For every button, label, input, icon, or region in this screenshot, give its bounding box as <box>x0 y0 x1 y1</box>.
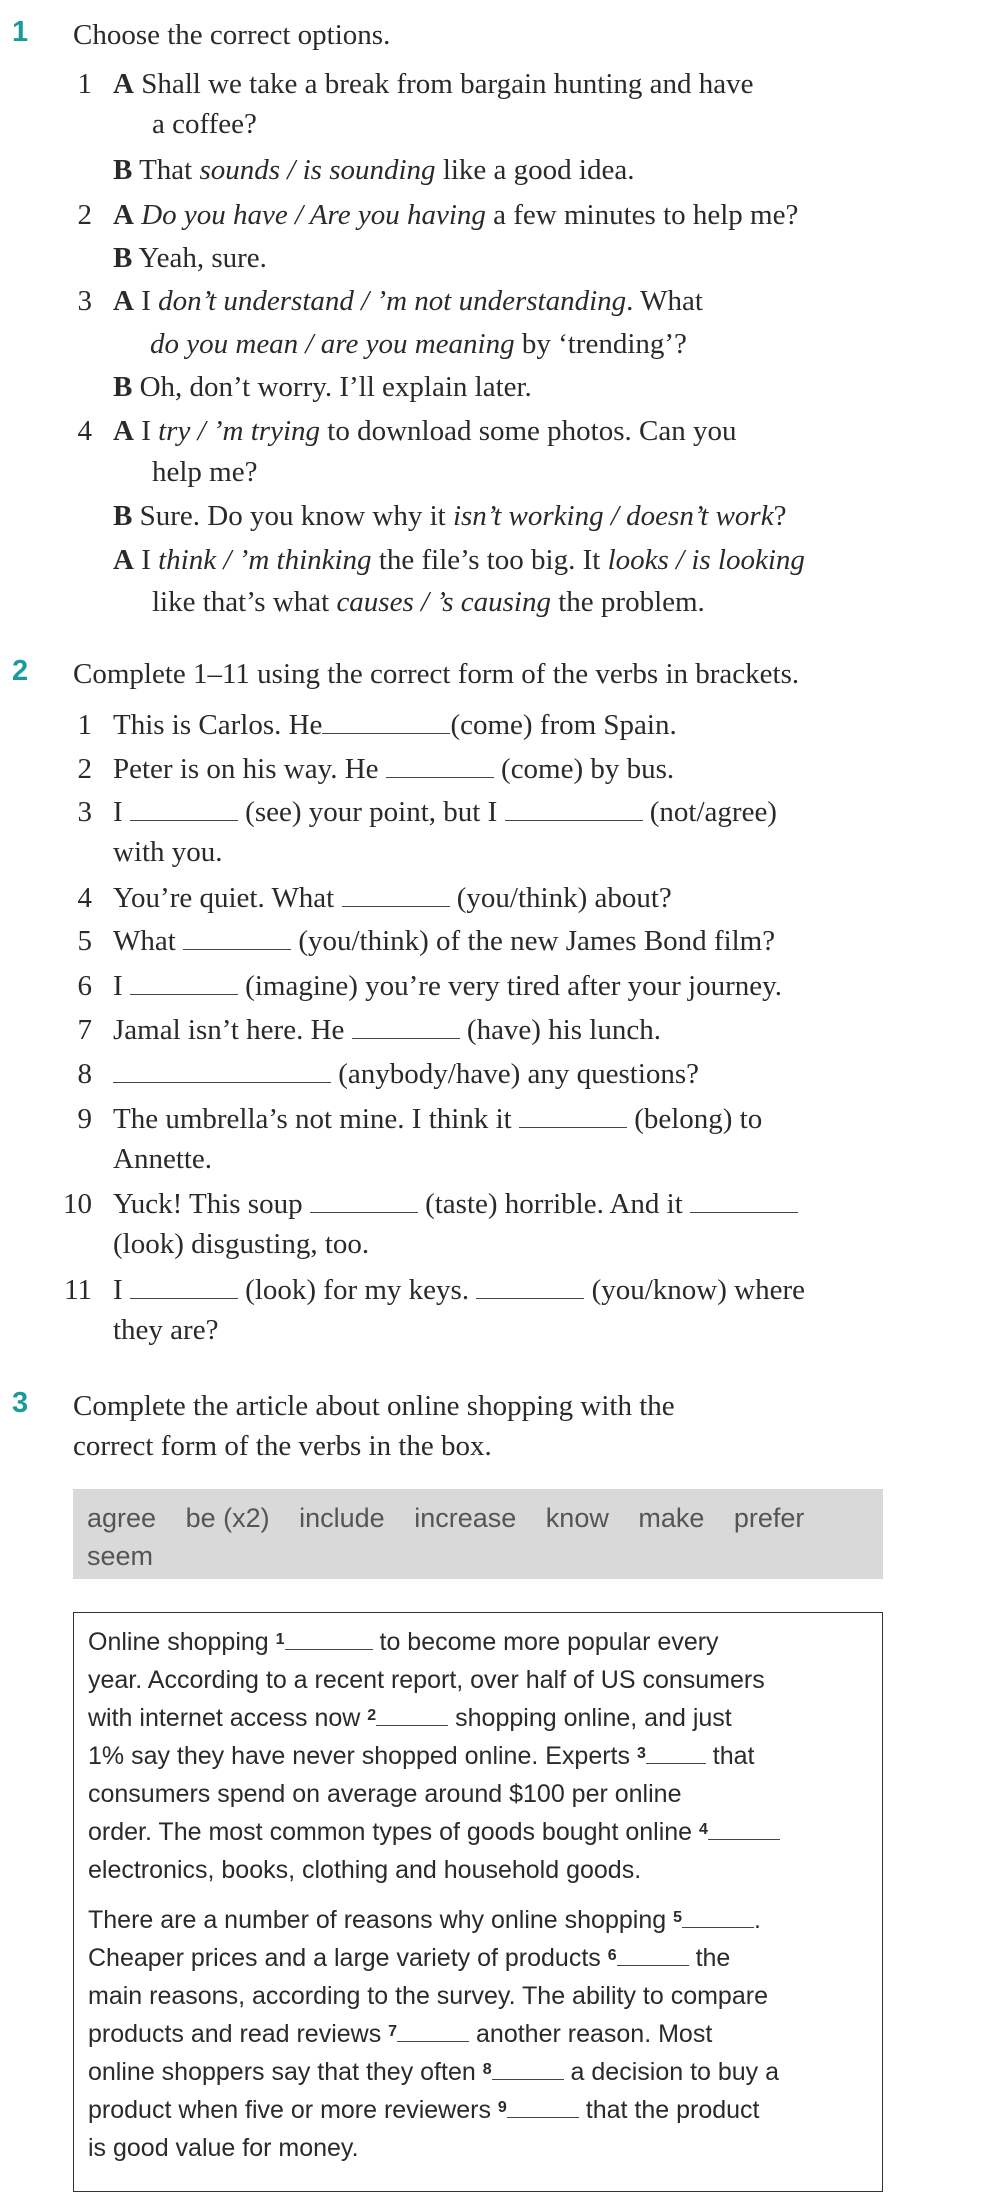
item-number: 3 <box>77 285 92 317</box>
exercise-instruction: Complete the article about online shopping with the correct form of the verbs in the box. <box>73 1390 675 1462</box>
answer-blank[interactable] <box>492 2059 564 2080</box>
item-number: 10 <box>63 1188 92 1220</box>
dialogue-line: B Sure. Do you know why it isn’t working / doesn’t work? <box>113 500 787 532</box>
item-number: 4 <box>77 415 92 447</box>
article-line: order. The most common types of goods bought online $^4$ <box>88 1813 780 1851</box>
choice-option[interactable]: try / ’m trying <box>158 415 321 447</box>
dialogue-line: B Oh, don’t worry. I’ll explain later. <box>113 371 532 403</box>
item-number: 11 <box>64 1274 92 1306</box>
word-box-item: increase <box>414 1503 517 1533</box>
exercise-item: You’re quiet. What (you/think) about? <box>113 882 672 914</box>
choice-option[interactable]: causes / ’s causing <box>336 586 551 618</box>
article-line: consumers spend on average around $100 per online <box>88 1780 682 1808</box>
article-line: with internet access now $^2$ shopping online, and just <box>88 1704 732 1732</box>
dialogue-line: B That sounds / is sounding like a good idea. <box>113 154 635 186</box>
item-number: 8 <box>77 1058 92 1090</box>
choice-option[interactable]: looks / is looking <box>607 544 805 576</box>
article-line: electronics, books, clothing and household goods. <box>88 1856 642 1884</box>
answer-blank[interactable] <box>130 798 238 821</box>
answer-blank[interactable] <box>708 1819 780 1840</box>
dialogue-line-cont: do you mean / are you meaning by ‘trending’? <box>150 328 687 360</box>
answer-blank[interactable] <box>617 1945 689 1966</box>
item-number: 6 <box>77 970 92 1002</box>
article-line: products and read reviews $^7$ another reason. Most <box>88 2020 713 2048</box>
answer-blank[interactable] <box>310 1190 418 1213</box>
exercise-item: What (you/think) of the new James Bond film? <box>113 925 776 957</box>
article-line: Cheaper prices and a large variety of products $^6$ the <box>88 1944 731 1972</box>
exercise-item: This is Carlos. He (come) from Spain. <box>113 709 677 741</box>
dialogue-line-cont: help me? <box>152 456 258 488</box>
item-number: 1 <box>77 709 92 741</box>
answer-blank[interactable] <box>690 1190 798 1213</box>
exercise-item: Peter is on his way. He (come) by bus. <box>113 753 675 785</box>
exercise-item: Yuck! This soup (taste) horrible. And it <box>113 1184 798 1224</box>
item-number: 2 <box>77 199 92 231</box>
article-line: product when five or more reviewers $^9$ that the product <box>88 2096 760 2124</box>
dialogue-line-cont: like that’s what causes / ’s causing the problem. <box>152 586 705 618</box>
answer-blank[interactable] <box>285 1629 373 1650</box>
article-line: year. According to a recent report, over half of US consumers <box>88 1666 765 1694</box>
choice-option[interactable]: don’t understand / ’m not understanding <box>158 285 627 317</box>
word-box-item: include <box>299 1503 385 1533</box>
dialogue-line: B Yeah, sure. <box>113 242 267 274</box>
exercise-item-cont: (look) disgusting, too. <box>113 1228 370 1260</box>
exercise-item: I (look) for my keys. (you/know) where <box>113 1274 805 1306</box>
answer-blank[interactable] <box>505 798 643 821</box>
dialogue-line: A I try / ’m trying to download some photos. Can you <box>113 415 737 447</box>
word-box-item: know <box>545 1503 609 1533</box>
exercise-item: (anybody/have) any questions? <box>113 1054 699 1094</box>
article-box <box>73 1612 883 2192</box>
word-box-item: prefer <box>733 1503 805 1533</box>
exercise-item-cont: with you. <box>113 836 223 868</box>
answer-blank[interactable] <box>507 2097 579 2118</box>
exercise-item: I (see) your point, but I (not/agree) <box>113 796 777 828</box>
article-line: Online shopping $^1$ to become more popular every <box>88 1628 719 1656</box>
answer-blank[interactable] <box>130 1276 238 1299</box>
exercise-item: The umbrella’s not mine. I think it (belong) to <box>113 1103 763 1135</box>
answer-blank[interactable] <box>376 1705 448 1726</box>
item-number: 1 <box>77 68 92 100</box>
answer-blank[interactable] <box>519 1105 627 1128</box>
exercise-item-cont: they are? <box>113 1314 219 1346</box>
dialogue-line: A I don’t understand / ’m not understanding. What <box>113 285 703 317</box>
exercise-item: I (imagine) you’re very tired after your journey. <box>113 970 782 1002</box>
item-number: 2 <box>77 753 92 785</box>
article-line: main reasons, according to the survey. The ability to compare <box>88 1982 768 2010</box>
choice-option[interactable]: do you mean / are you meaning <box>150 328 515 360</box>
choice-option[interactable]: sounds / is sounding <box>199 154 436 186</box>
item-number: 3 <box>77 796 92 828</box>
exercise-instruction: Choose the correct options. <box>73 19 391 51</box>
word-box <box>73 1489 883 1579</box>
word-box-item: agree <box>87 1503 157 1533</box>
word-box-item: be (x2) <box>185 1503 270 1533</box>
exercise-number: 3 <box>12 1387 29 1419</box>
item-number: 7 <box>77 1014 92 1046</box>
answer-blank[interactable] <box>646 1743 706 1764</box>
answer-blank[interactable] <box>352 1016 460 1039</box>
item-number: 4 <box>77 882 92 914</box>
article-line: online shoppers say that they often $^8$ a decision to buy a <box>88 2058 780 2086</box>
exercise-item-cont: Annette. <box>113 1143 213 1175</box>
dialogue-line: A Do you have / Are you having a few minutes to help me? <box>113 199 799 231</box>
word-box-item: make <box>638 1503 705 1533</box>
dialogue-line-cont: a coffee? <box>152 108 257 140</box>
choice-option[interactable]: isn’t working / doesn’t work <box>452 500 774 532</box>
dialogue-line: A Shall we take a break from bargain hunting and have <box>113 68 754 100</box>
article-line: is good value for money. <box>88 2134 359 2162</box>
answer-blank[interactable] <box>183 927 291 950</box>
answer-blank[interactable] <box>342 884 450 907</box>
article-line: 1% say they have never shopped online. Experts $^3$ that <box>88 1742 755 1770</box>
answer-blank[interactable] <box>476 1276 584 1299</box>
answer-blank[interactable] <box>113 1060 331 1083</box>
exercise-number: 2 <box>12 655 29 687</box>
word-box-item: seem <box>87 1541 154 1571</box>
item-number: 5 <box>77 925 92 957</box>
answer-blank[interactable] <box>386 755 494 778</box>
exercise-item: Jamal isn’t here. He (have) his lunch. <box>113 1014 661 1046</box>
choice-option[interactable]: Do you have / Are you having <box>141 199 486 231</box>
answer-blank[interactable] <box>130 972 238 995</box>
answer-blank[interactable] <box>322 711 450 734</box>
answer-blank[interactable] <box>397 2021 469 2042</box>
choice-option[interactable]: think / ’m thinking <box>158 544 372 576</box>
exercise-instruction: Complete 1–11 using the correct form of the verbs in brackets. <box>73 658 800 690</box>
exercise-number: 1 <box>12 16 29 48</box>
item-number: 9 <box>77 1103 92 1135</box>
dialogue-line: A I think / ’m thinking the file’s too big. It looks / is looking <box>113 544 805 576</box>
answer-blank[interactable] <box>682 1907 754 1928</box>
article-line: There are a number of reasons why online shopping $^5$ . <box>88 1906 761 1934</box>
